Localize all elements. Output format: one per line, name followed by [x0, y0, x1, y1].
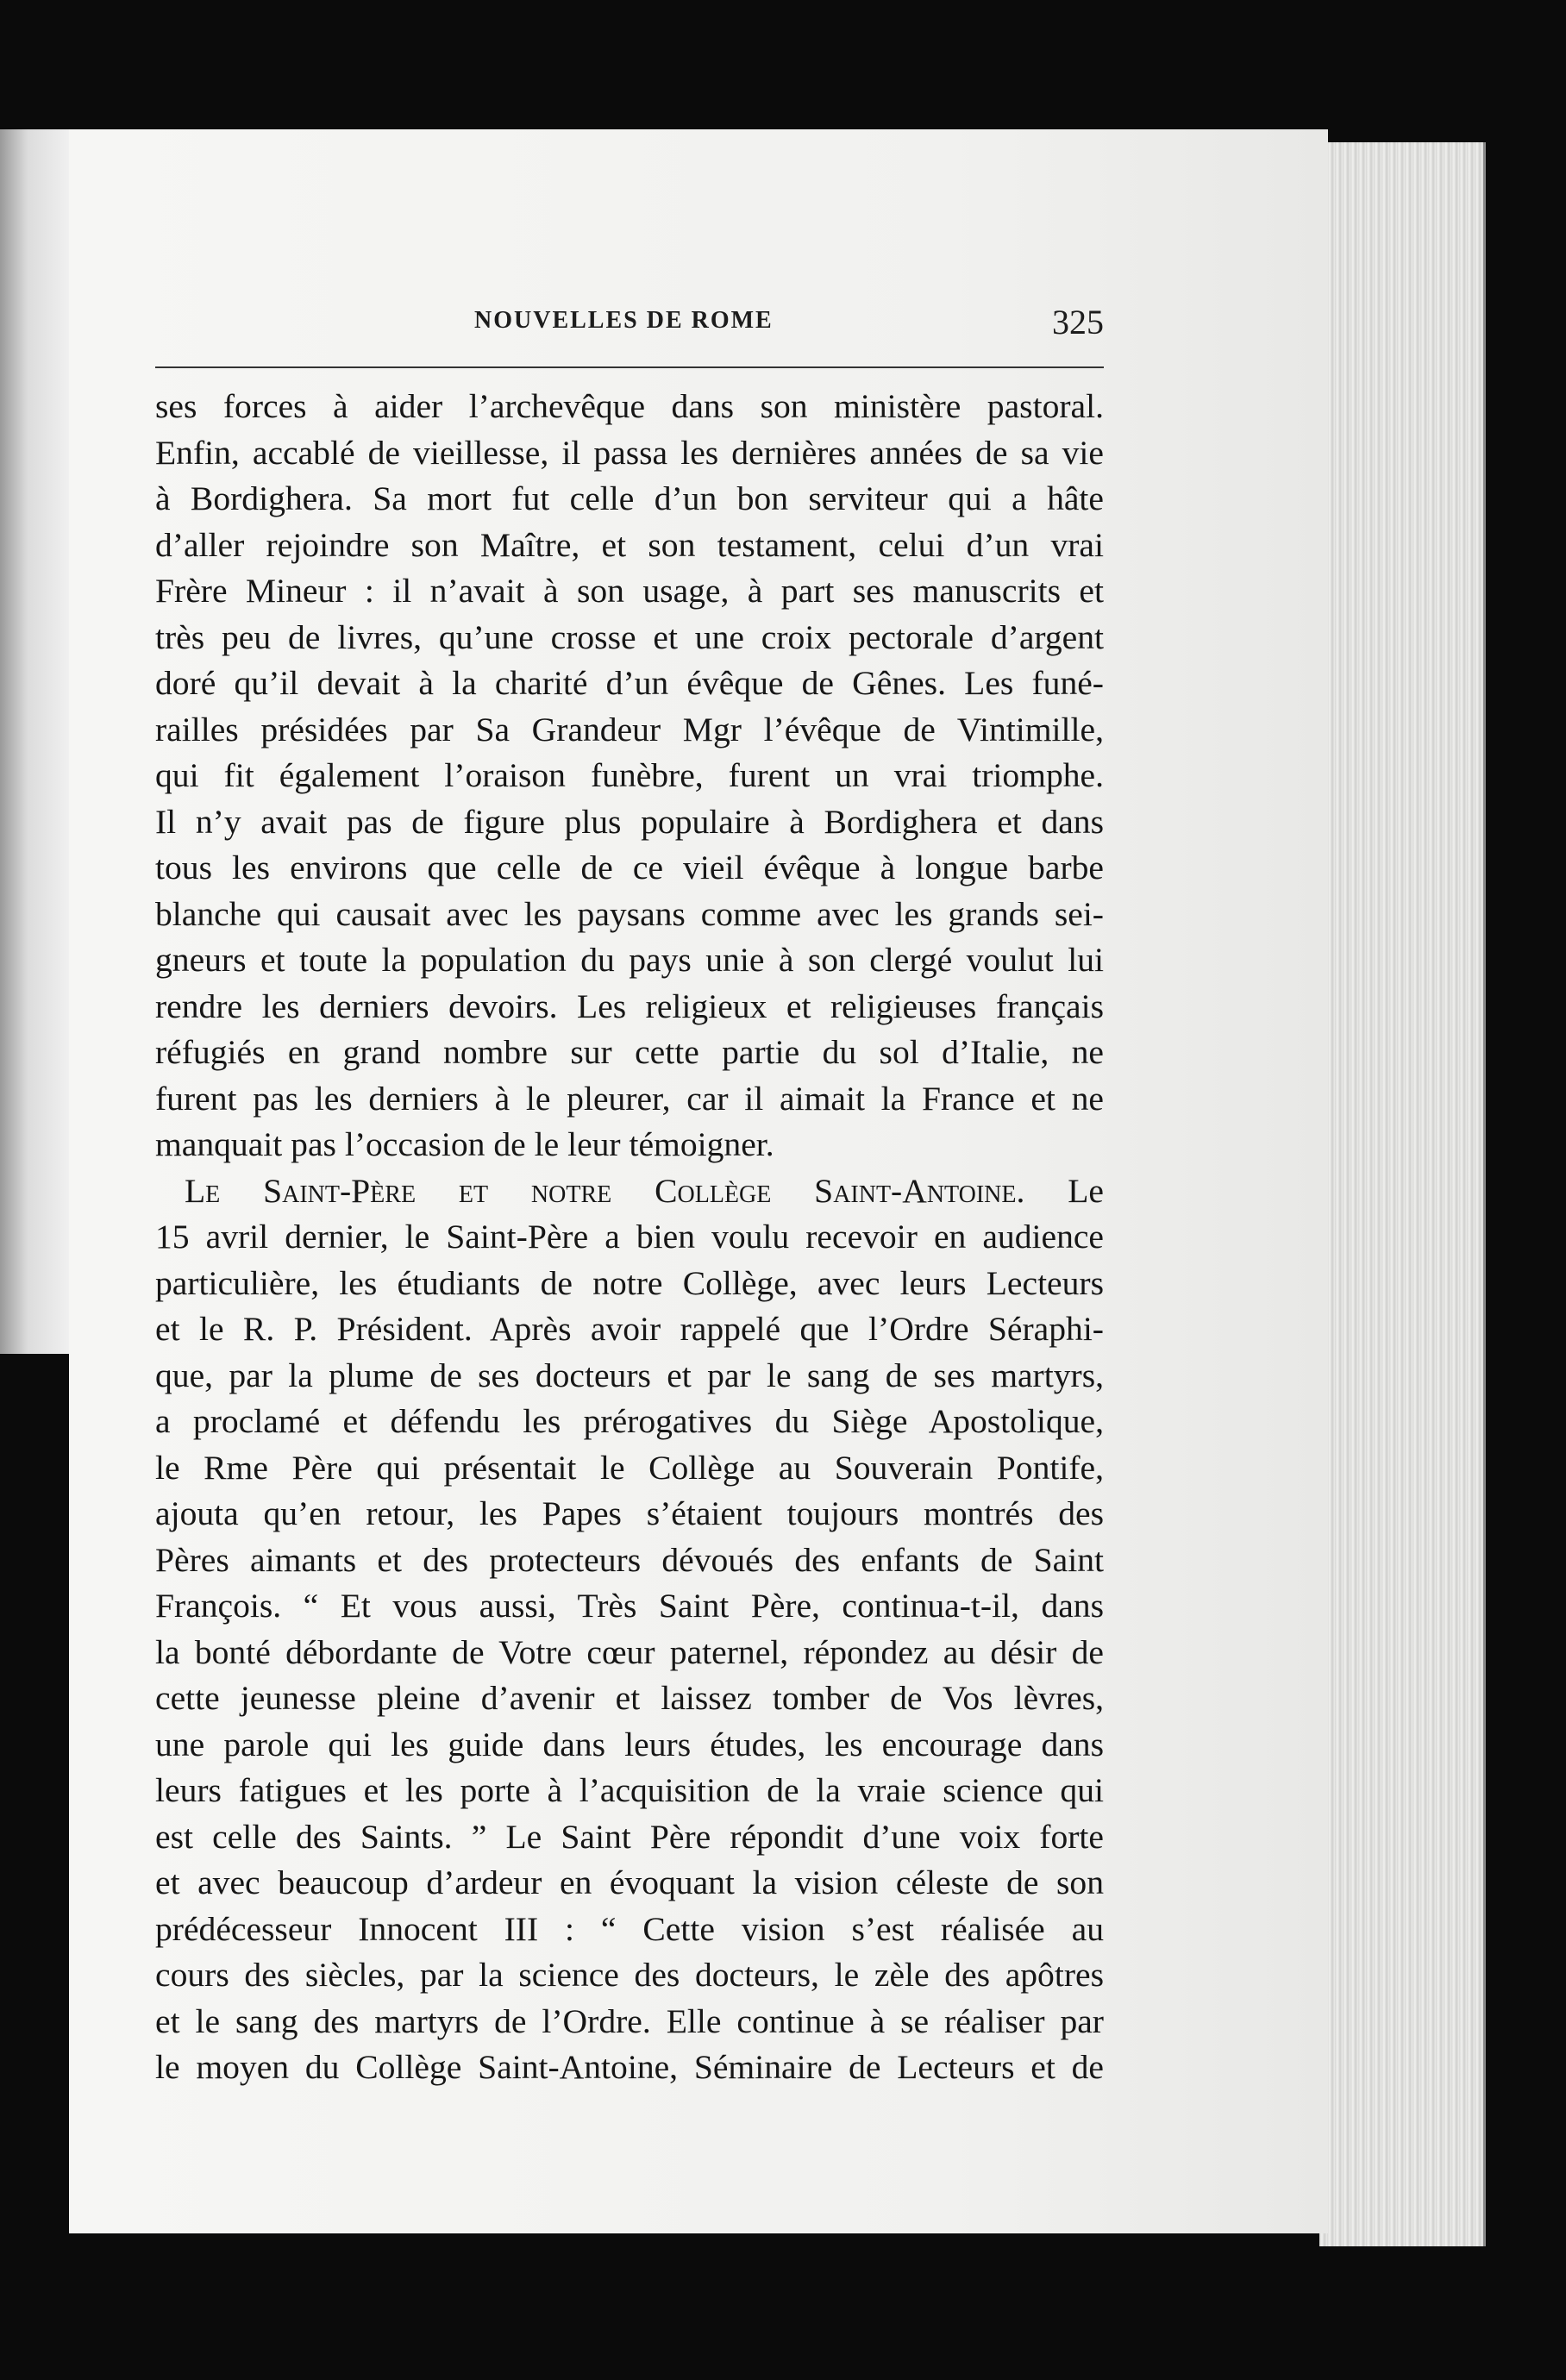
left-page-edge	[0, 129, 69, 1354]
text-line: Pères aimants et des protecteurs dévoués des enfants de Saint	[155, 1540, 1104, 1579]
running-head	[155, 302, 1104, 354]
text-line: est celle des Saints. ” Le Saint Père répondit d’une voix forte	[155, 1817, 1104, 1856]
text-line: particulière, les étudiants de notre Collège, avec leurs Lecteurs	[155, 1263, 1104, 1302]
text-line: tous les environs que celle de ce vieil évêque à longue barbe	[155, 849, 1104, 886]
text-line: a proclamé et défendu les prérogatives du Siège Apostolique,	[155, 1402, 1104, 1440]
text-line: gneurs et toute la population du pays unie à son clergé voulut lui	[155, 941, 1104, 979]
text-line: à Bordighera. Sa mort fut celle d’un bon serviteur qui a hâte	[155, 479, 1104, 517]
running-head-title: NOUVELLES DE ROME	[474, 307, 774, 334]
text-line: blanche qui causait avec les paysans comme avec les grands sei-	[155, 894, 1104, 933]
text-line: Frère Mineur : il n’avait à son usage, à part ses manuscrits et	[155, 572, 1104, 610]
text-line: cours des siècles, par la science des docteurs, le zèle des apôtres	[155, 1956, 1104, 1994]
text-line: et avec beaucoup d’ardeur en évoquant la vision céleste de son	[155, 1863, 1104, 1901]
section-first-line	[155, 1168, 1104, 1215]
text-line: Il n’y avait pas de figure plus populaire à Bordighera et dans	[155, 802, 1104, 841]
text-line: une parole qui les guide dans leurs études, les encourage dans	[155, 1725, 1104, 1763]
text-line: ses forces à aider l’archevêque dans son ministère pastoral.	[155, 387, 1104, 425]
text-line: que, par la plume de ses docteurs et par le sang de ses martyrs,	[155, 1356, 1104, 1394]
page-number: 325	[1052, 303, 1104, 341]
text-line: qui fit également l’oraison funèbre, furent un vrai triomphe.	[155, 756, 1104, 794]
text-line: la bonté débordante de Votre cœur paternel, répondez au désir de	[155, 1632, 1104, 1671]
text-line: François. “ Et vous aussi, Très Saint Père, continua-t-il, dans	[155, 1587, 1104, 1625]
text-line: railles présidées par Sa Grandeur Mgr l’évêque de Vintimille,	[155, 710, 1104, 748]
text-line: le moyen du Collège Saint-Antoine, Séminaire de Lecteurs et de	[155, 2048, 1104, 2086]
page-stack-edges	[1319, 142, 1486, 2246]
text-line: d’aller rejoindre son Maître, et son testament, celui d’un vrai	[155, 525, 1104, 564]
text-line: Enfin, accablé de vieillesse, il passa les dernières années de sa vie	[155, 433, 1104, 472]
text-line: très peu de livres, qu’une crosse et une croix pectorale d’argent	[155, 617, 1104, 656]
body-text	[155, 384, 1104, 2091]
text-line: le Rme Père qui présentait le Collège au Souverain Pontife,	[155, 1448, 1104, 1487]
text-line: et le sang des martyrs de l’Ordre. Elle continue à se réaliser par	[155, 2001, 1104, 2040]
text-line: leurs fatigues et les porte à l’acquisition de la vraie science qui	[155, 1771, 1104, 1809]
text-line: et le R. P. Président. Après avoir rappelé que l’Ordre Séraphi-	[155, 1310, 1104, 1348]
text-line: 15 avril dernier, le Saint-Père a bien voulu recevoir en audience	[155, 1218, 1104, 1256]
text-line: cette jeunesse pleine d’avenir et laissez tomber de Vos lèvres,	[155, 1679, 1104, 1717]
section-first-line-rest: Le	[1068, 1171, 1104, 1210]
text-line: réfugiés en grand nombre sur cette partie du sol d’Italie, ne	[155, 1033, 1104, 1071]
text-line: doré qu’il devait à la charité d’un évêque de Gênes. Les funé-	[155, 664, 1104, 702]
text-line: manquait pas l’occasion de le leur témoigner.	[155, 1125, 774, 1163]
header-rule	[155, 366, 1104, 368]
text-line: prédécesseur Innocent III : “ Cette vision s’est réalisée au	[155, 1909, 1104, 1948]
text-line: ajouta qu’en retour, les Papes s’étaient toujours montrés des	[155, 1494, 1104, 1532]
section-heading: Le Saint-Père et notre Collège Saint-Antoine.	[185, 1171, 1025, 1210]
text-line: furent pas les derniers à le pleurer, car il aimait la France et ne	[155, 1079, 1104, 1118]
text-line: rendre les derniers devoirs. Les religieux et religieuses français	[155, 986, 1104, 1025]
